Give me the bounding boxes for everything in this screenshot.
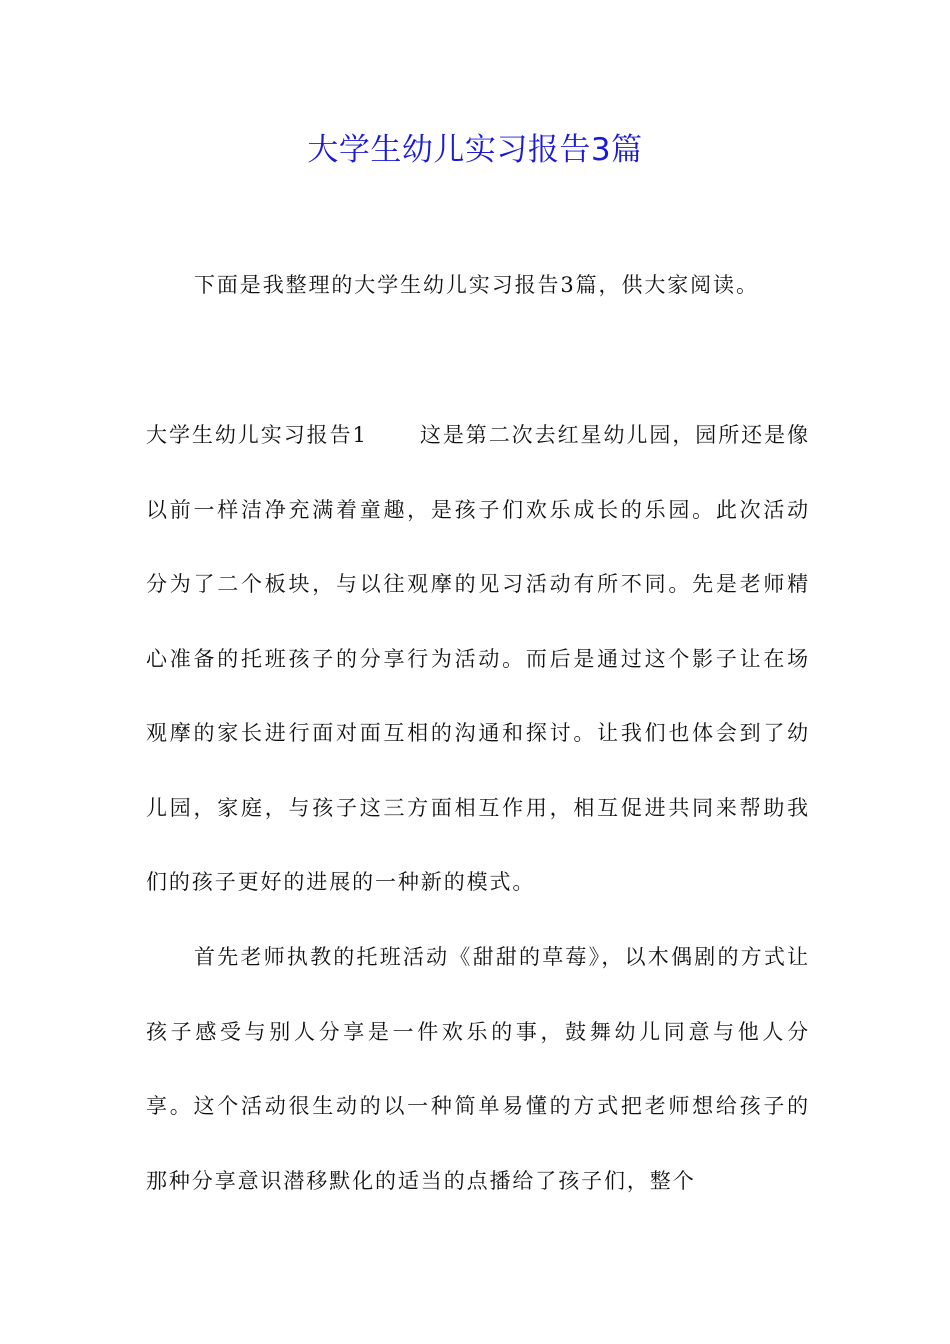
document-title: 大学生幼儿实习报告3篇 — [307, 132, 643, 168]
report-2-paragraph: 首先老师执教的托班活动《甜甜的草莓》，以木偶剧的方式让孩子感受与别人分享是一件欢乐的事，鼓舞幼儿同意与他人分享。这个活动很生动的以一种简单易懂的方式把老师想给孩子的那种分享意识潜移默化的适当的点播给了孩子们，整个 — [146, 945, 810, 1193]
paragraph-1-text: 这是第二次去红星幼儿园，园所还是像以前一样洁净充满着童趣，是孩子们欢乐成长的乐园。此次活动分为了二个板块，与以往观摩的见习活动有所不同。先是老师精心准备的托班孩子的分享行为活动。而后是通过这个影子让在场观摩的家长进行面对面互相的沟通和探讨。让我们也体会到了幼儿园，家庭，与孩子这三方面相互作用，相互促进共同来帮助我们的孩子更好的进展的一种新的模式。 — [146, 423, 810, 894]
intro-paragraph: 下面是我整理的大学生幼儿实习报告3篇，供大家阅读。 — [194, 273, 759, 297]
section-heading: 大学生幼儿实习报告1 — [146, 423, 368, 447]
report-1-paragraph — [146, 398, 810, 920]
